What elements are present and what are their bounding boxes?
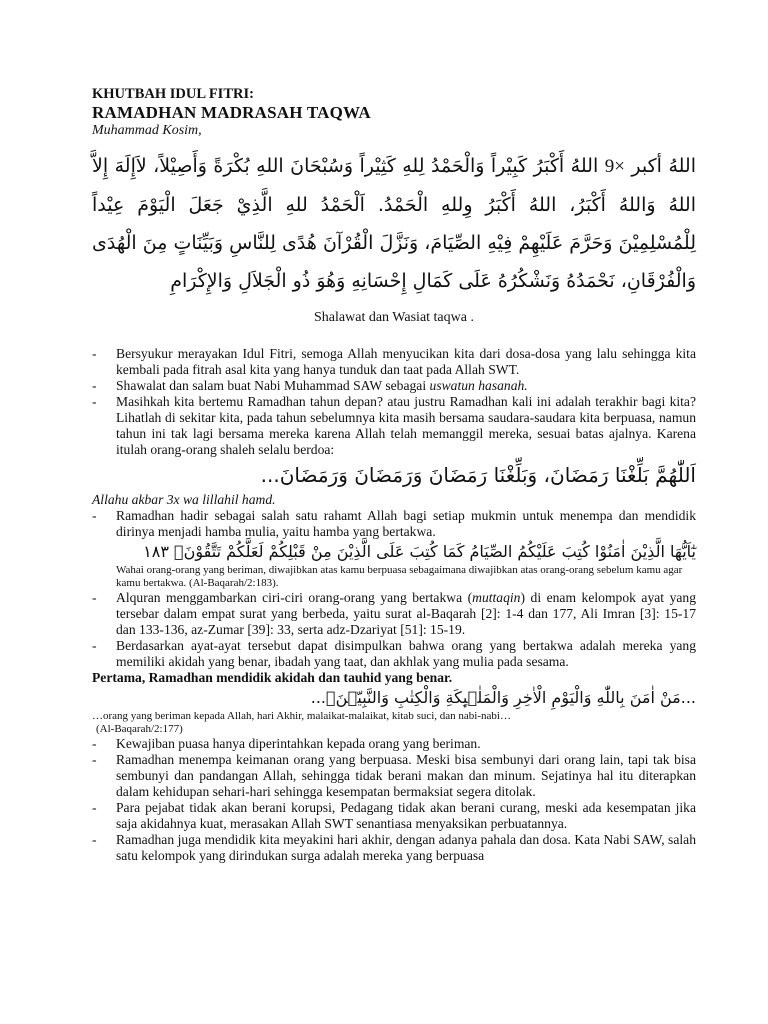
doa-arabic: اَللّٰهُمَّ بَلِّغْنَا رَمَضَانَ، وَبَلِّغْنَا رَمَضَانَ وَرَمَضَانَ وَرَمَضَانَ... bbox=[260, 463, 696, 487]
list-dash: - bbox=[92, 346, 97, 361]
list-item-text: Kewajiban puasa hanya diperintahkan kepada orang yang beriman. bbox=[116, 736, 481, 751]
ayat-183-translation: Wahai orang-orang yang beriman, diwajibkan atas kamu berpuasa sebagaimana diwajibkan atas orang-orang sebelum kamu agar kamu bertakwa. (Al-Baqarah/2:183). bbox=[116, 564, 683, 589]
opening-arabic bbox=[92, 147, 696, 300]
alquran-italic: muttaqin bbox=[472, 590, 521, 605]
list-item-text: Para pejabat tidak akan berani korupsi, Pedagang tidak akan berani curang, meski ada kesempatan jika saja akidahnya kuat, merasakan Allah SWT senantiasa menyaksikan perbuatannya. bbox=[116, 800, 696, 831]
list-item-text: Berdasarkan ayat-ayat tersebut dapat disimpulkan bahwa orang yang bertakwa adalah mereka yang memiliki akidah yang benar, ibadah yang taat, dan akhlak yang mulia pada sesama. bbox=[116, 638, 696, 669]
alquran-text-after: ) di enam kelompok ayat yang tersebar dalam empat surat yang berbeda, yaitu surat al-Baqarah [2]: 1-4 dan 177, Ali Imran [3]: 15-17 dan 133-136, az-Zumar [39]: 33, serta adz-Dzariyat [51]: 15-19. bbox=[116, 590, 696, 637]
list-dash: - bbox=[92, 638, 97, 653]
list-dash: - bbox=[92, 752, 97, 767]
list-item bbox=[92, 638, 696, 670]
list-item bbox=[92, 508, 696, 540]
author-name: Muhammad Kosim, bbox=[92, 123, 202, 138]
takbir-count: 9× bbox=[604, 156, 625, 177]
list-item bbox=[92, 736, 696, 752]
alquran-text-before: Alquran menggambarkan ciri-ciri orang-orang yang bertakwa ( bbox=[116, 590, 473, 605]
list-item-text: Ramadhan juga mendidik kita meyakini hari akhir, dengan adanya pahala dan dosa. Kata Nabi SAW, salah satu kelompok yang dirindukan surga adalah mereka yang berpuasa bbox=[116, 832, 696, 863]
list-item-text: Masihkah kita bertemu Ramadhan tahun depan? atau justru Ramadhan kali ini adalah terakhir bagi kita? Lihatlah di sekitar kita, pada tahun sebelumnya kita masih bersama saudara-saudara kita berpuasa, namun tahun ini tak lagi bersama mereka karena Allah telah memanggil mereka, sesuai batas ajalnya. Karena itulah orang-orang shaleh selalu berdoa: bbox=[116, 394, 696, 457]
allahu-akbar-line: Allahu akbar 3x wa lillahil hamd. bbox=[92, 492, 276, 507]
list-dash: - bbox=[92, 736, 97, 751]
shalawat-line: Shalawat dan Wasiat taqwa . bbox=[314, 310, 474, 325]
opening-arabic-part1: اللهُ أكبر bbox=[631, 155, 696, 177]
list-item bbox=[92, 800, 696, 832]
document-page bbox=[92, 86, 696, 864]
title-line-2: RAMADHAN MADRASAH TAQWA bbox=[92, 103, 371, 122]
list-item-text: Ramadhan menempa keimanan orang yang berpuasa. Meski bisa sembunyi dari orang lain, tapi tak bisa sembunyi dan pandangan Allah, sehingga tidak berani makan dan minum. Sejatinya hal itu diterapkan dalam kehidupan sehari-hari sehingga kesempatan bermaksiat segera ditolak. bbox=[116, 752, 696, 799]
ayat-177-reference: (Al-Baqarah/2:177) bbox=[96, 723, 183, 735]
list-item-text: Ramadhan hadir sebagai salah satu rahamt Allah bagi setiap mukmin untuk menempa dan mendidik dirinya menjadi hamba mulia, yaitu hamba yang bertakwa. bbox=[116, 508, 696, 539]
list-dash: - bbox=[92, 394, 97, 409]
title-line-1: KHUTBAH IDUL FITRI: bbox=[92, 86, 254, 102]
list-dash: - bbox=[92, 378, 97, 393]
list-dash: - bbox=[92, 832, 97, 847]
opening-arabic-part2: اللهُ أَكْبَرُ كَبِيْراً وَالْحَمْدُ لِلهِ كَثِيْراً وَسُبْحَانَ اللهِ بُكْرَةً وَأَصِيْلاً، لاَإِلَهَ إِلاَّ اللهُ وَاللهُ أَكْبَرُ، اللهُ أَكْبَرُ وِللهِ الْحَمْدُ. اَلْحَمْدُ للهِ الَّذِيْ جَعَلَ الْيَوْمَ عِيْداً لِلْمُسْلِمِيْنَ وَحَرَّمَ عَلَيْهِمْ فِيْهِ الصِّيَامَ، وَنَزَّلَ الْقُرْآنَ هُدًى لِلنَّاسِ وَبَيِّنَاتٍ مِنَ الْهُدَى وَالْفُرْقَانِ، نَحْمَدُهُ وَنَشْكُرُهُ عَلَى كَمَالِ إِحْسَانِهِ وَهُوَ ذُو الْجَلاَلِ وَالإِكْرَامِ bbox=[92, 155, 696, 292]
list-item bbox=[92, 832, 696, 864]
ayat-177-translation: …orang yang beriman kepada Allah, hari Akhir, malaikat-malaikat, kitab suci, dan nabi-nabi… bbox=[92, 710, 511, 722]
section-heading-pertama: Pertama, Ramadhan mendidik akidah dan tauhid yang benar. bbox=[92, 670, 453, 685]
list-dash: - bbox=[92, 590, 97, 605]
shawalat-text: Shawalat dan salam buat Nabi Muhammad SAW sebagai bbox=[116, 378, 430, 393]
list-item bbox=[92, 394, 696, 458]
list-item bbox=[92, 752, 696, 800]
ayat-183-arabic: يٰٓاَيُّهَا الَّذِيْنَ اٰمَنُوْا كُتِبَ عَلَيْكُمُ الصِّيَامُ كَمَا كُتِبَ عَلَى الَّذِيْنَ مِنْ قَبْلِكُمْ لَعَلَّكُمْ تَتَّقُوْنَۙ ١٨٣ bbox=[143, 542, 696, 561]
list-item bbox=[92, 346, 696, 378]
list-item-text: Bersyukur merayakan Idul Fitri, semoga Allah menyucikan kita dari dosa-dosa yang lalu sehingga kita kembali pada fitrah asal kita yang hanya tunduk dan taat pada Allah SWT. bbox=[116, 346, 696, 377]
list-item bbox=[92, 590, 696, 638]
list-dash: - bbox=[92, 508, 97, 523]
list-item-text bbox=[116, 590, 696, 638]
ayat-177-arabic: ...مَنْ اٰمَنَ بِاللّٰهِ وَالْيَوْمِ الْاٰخِرِ وَالْمَلٰۤىِٕكَةِ وَالْكِتٰبِ وَالنَّبِيّٖنَۚ... bbox=[310, 688, 696, 707]
list-item-text bbox=[116, 378, 696, 394]
list-dash: - bbox=[92, 800, 97, 815]
list-item bbox=[92, 378, 696, 394]
shawalat-italic: uswatun hasanah. bbox=[429, 378, 528, 393]
